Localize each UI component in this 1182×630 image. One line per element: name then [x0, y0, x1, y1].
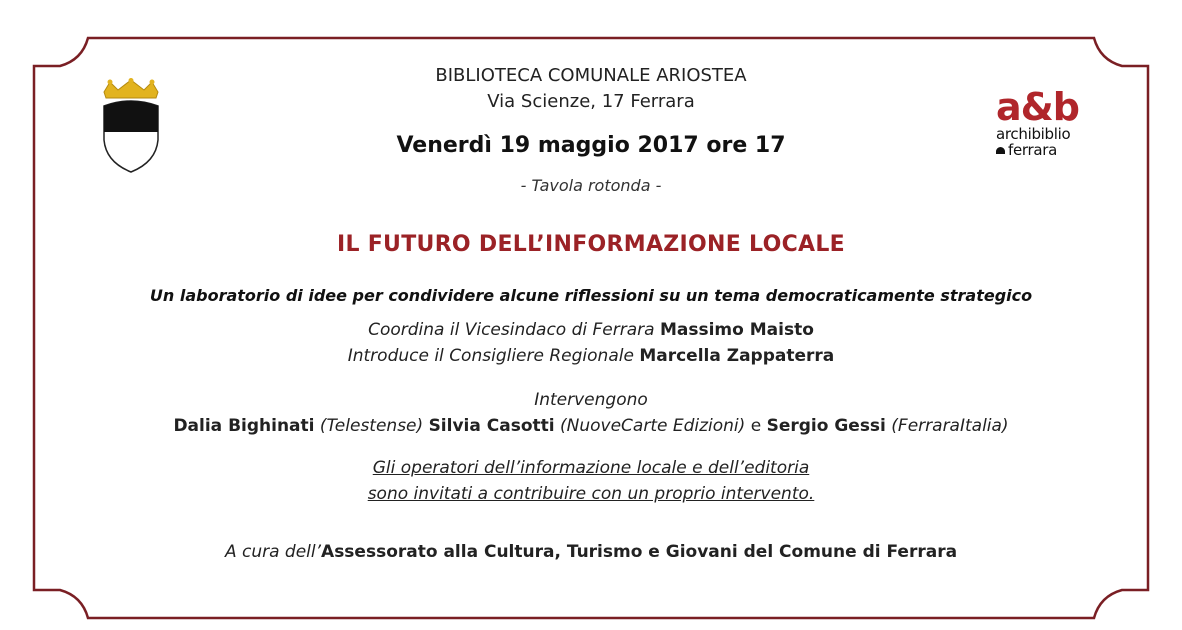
event-title: IL FUTURO DELL’INFORMAZIONE LOCALE: [336, 232, 846, 257]
speakers-line: [0, 416, 1182, 436]
organizer-name: Assessorato alla Cultura, Turismo e Giovani del Comune di Ferrara: [321, 542, 958, 562]
coordinator-role: Coordina il Vicesindaco di Ferrara: [368, 320, 660, 340]
speakers-heading: Intervengono: [534, 390, 648, 410]
speaker-name: Silvia Casotti: [428, 416, 555, 436]
coordinator-line: [0, 320, 1182, 340]
library-name: BIBLIOTECA COMUNALE ARIOSTEA: [435, 65, 747, 86]
speakers-joiner: e: [750, 416, 762, 436]
speaker-name: Dalia Bighinati: [173, 416, 315, 436]
speaker-name: Sergio Gessi: [766, 416, 886, 436]
organizer-prefix: A cura dell’: [224, 542, 322, 562]
logo-text-ferrara: ferrara: [1008, 141, 1058, 159]
coordinator-name: Massimo Maisto: [659, 320, 814, 340]
introducer-name: Marcella Zappaterra: [639, 346, 835, 366]
library-address: Via Scienze, 17 Ferrara: [487, 91, 695, 112]
speaker-org: (FerraraItalia): [891, 416, 1009, 436]
introducer-line: [0, 346, 1182, 366]
invitation-line-2: sono invitati a contribuire con un proprio intervento.: [367, 484, 815, 504]
logo-text-archibiblio: archibiblio: [996, 125, 1071, 143]
event-date: Venerdì 19 maggio 2017 ore 17: [396, 133, 786, 158]
logo-mark: a&b: [996, 85, 1079, 129]
event-format: - Tavola rotonda -: [520, 176, 662, 195]
invitation-line-1: Gli operatori dell’informazione locale e dell’editoria: [372, 458, 810, 478]
introducer-role: Introduce il Consigliere Regionale: [347, 346, 640, 366]
event-tagline: Un laboratorio di idee per condividere alcune riflessioni su un tema democraticamente strategico: [149, 286, 1033, 305]
speaker-org: (Telestense): [319, 416, 424, 436]
organizer-line: [0, 542, 1182, 562]
speaker-org: (NuoveCarte Edizioni): [560, 416, 746, 436]
